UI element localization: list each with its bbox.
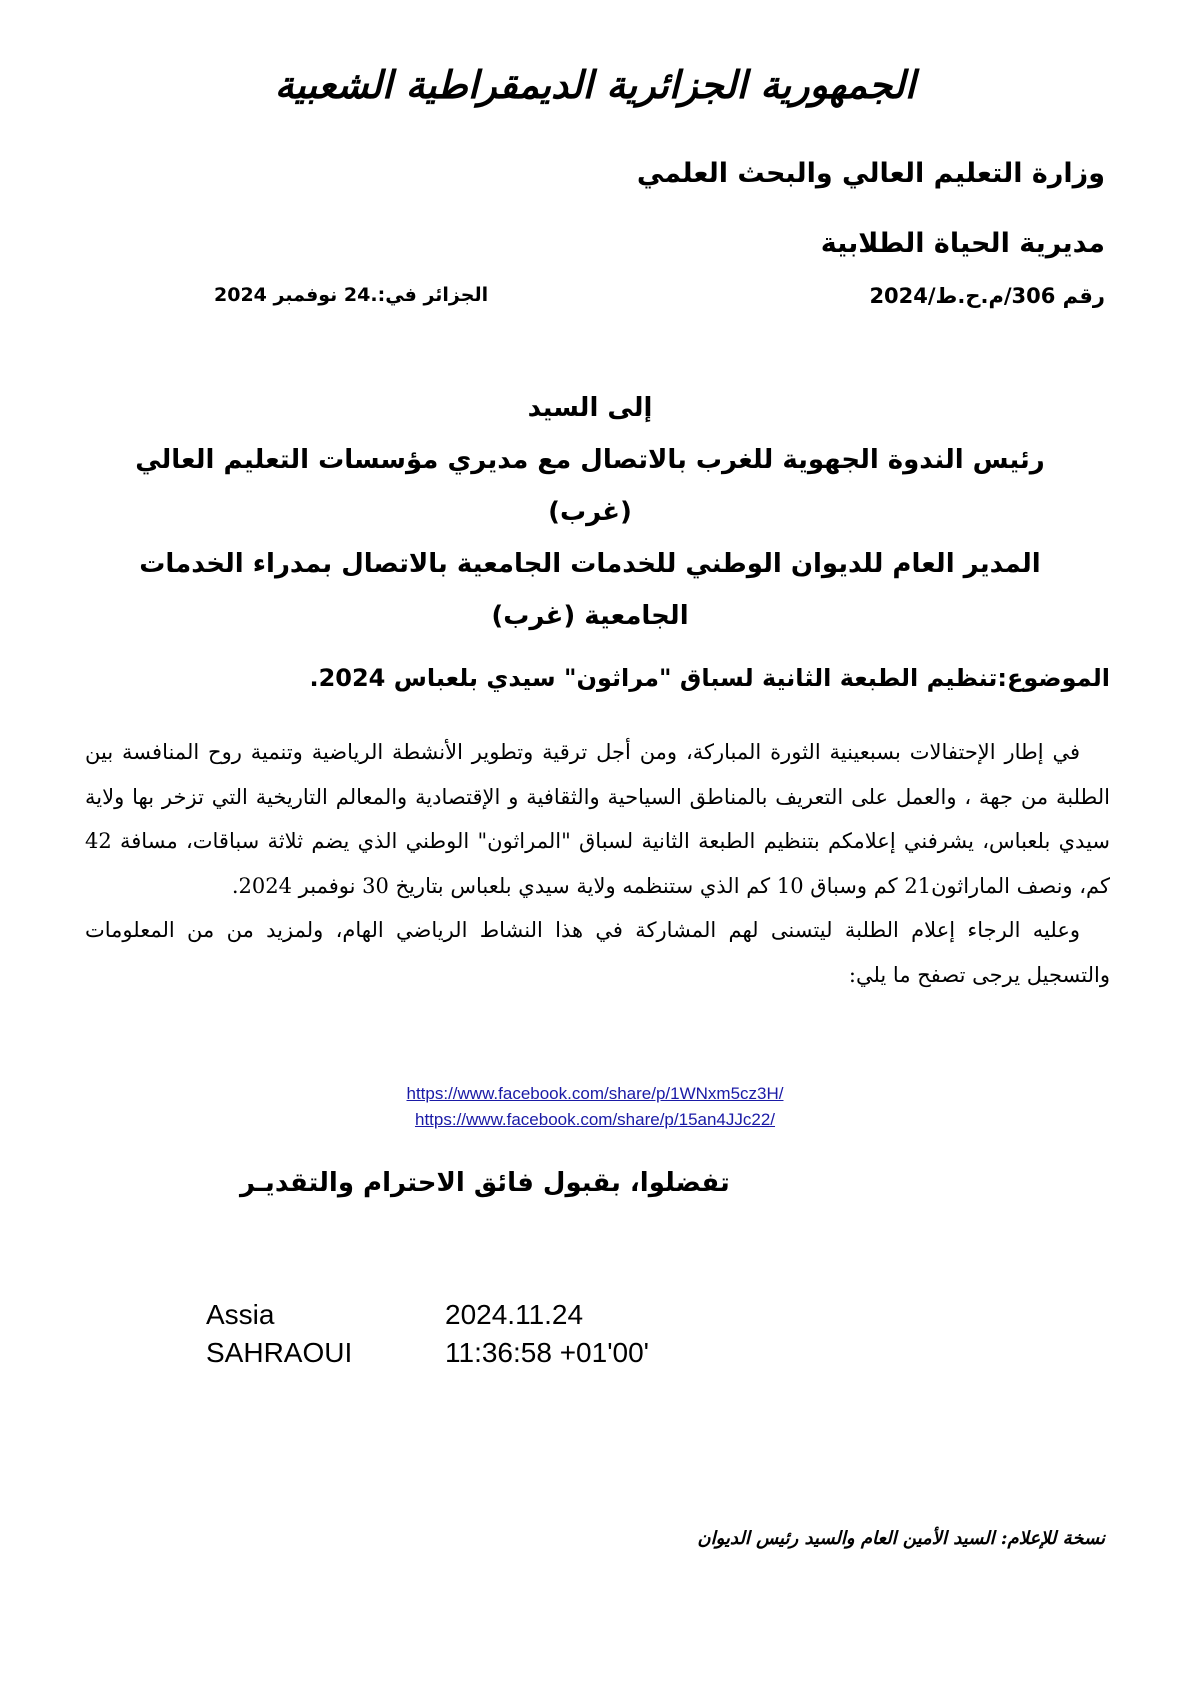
recipient-line: الجامعية (غرب) <box>491 601 689 631</box>
reference-number: رقم 306/م.ح.ط/2024 <box>869 284 1105 308</box>
signer-first-name: Assia <box>206 1299 275 1330</box>
recipient-line: رئيس الندوة الجهوية للغرب بالاتصال مع مديري مؤسسات التعليم العالي (غرب) <box>135 445 1045 527</box>
signer-name <box>206 1296 352 1372</box>
subject-line: الموضوع:تنظيم الطبعة الثانية لسباق "مراثون" سيدي بلعباس 2024. <box>309 664 1110 692</box>
signature-timestamp <box>445 1296 649 1372</box>
signature-time: 11:36:58 +01'00' <box>445 1337 650 1368</box>
recipient-line: المدير العام للديوان الوطني للخدمات الجامعية بالاتصال بمدراء الخدمات <box>139 549 1041 579</box>
cc-line: نسخة للإعلام: السيد الأمين العام والسيد رئيس الديوان <box>697 1528 1105 1549</box>
body-paragraph: في إطار الإحتفالات بسبعينية الثورة المباركة، ومن أجل ترقية وتطوير الأنشطة الرياضية وتنمية روح المنافسة بين الطلبة من جهة ، والعمل على التعريف بالمناطق السياحية والثقافية و الإقتصادية والمعالم التاريخية التي تزخر بها ولاية سيدي بلعباس، يشرفني إعلامكم بتنظيم الطبعة الثانية لسباق "المراثون" الوطني الذي يضم ثلاثة سباقات، مسافة 42 كم، ونصف الماراثون21 كم وسباق 10 كم الذي ستنظمه ولاية سيدي بلعباس بتاريخ 30 نوفمبر 2024. <box>85 740 1110 898</box>
signer-last-name: SAHRAOUI <box>206 1337 353 1368</box>
signature-date: 2024.11.24 <box>445 1299 584 1330</box>
letter-body <box>85 730 1110 997</box>
place-date: الجزائر في:.24 نوفمبر 2024 <box>214 284 489 306</box>
closing-formula: تفضلوا، بقبول فائق الاحترام والتقديـر <box>240 1168 730 1198</box>
body-paragraph: وعليه الرجاء إعلام الطلبة ليتسنى لهم المشاركة في هذا النشاط الرياضي الهام، ولمزيد من من المعلومات والتسجيل يرجى تصفح ما يلي: <box>85 918 1110 987</box>
recipients-block <box>100 382 1080 642</box>
facebook-link[interactable]: https://www.facebook.com/share/p/15an4JJc22/ <box>414 1110 776 1129</box>
links-block <box>300 1081 890 1133</box>
ministry-name: وزارة التعليم العالي والبحث العلمي <box>636 158 1105 189</box>
republic-title: الجمهورية الجزائرية الديمقراطية الشعبية <box>274 62 916 107</box>
salutation: إلى السيد <box>527 393 653 423</box>
facebook-link[interactable]: https://www.facebook.com/share/p/1WNxm5cz3H/ <box>406 1084 784 1103</box>
directorate-name: مديرية الحياة الطلابية <box>820 228 1105 259</box>
